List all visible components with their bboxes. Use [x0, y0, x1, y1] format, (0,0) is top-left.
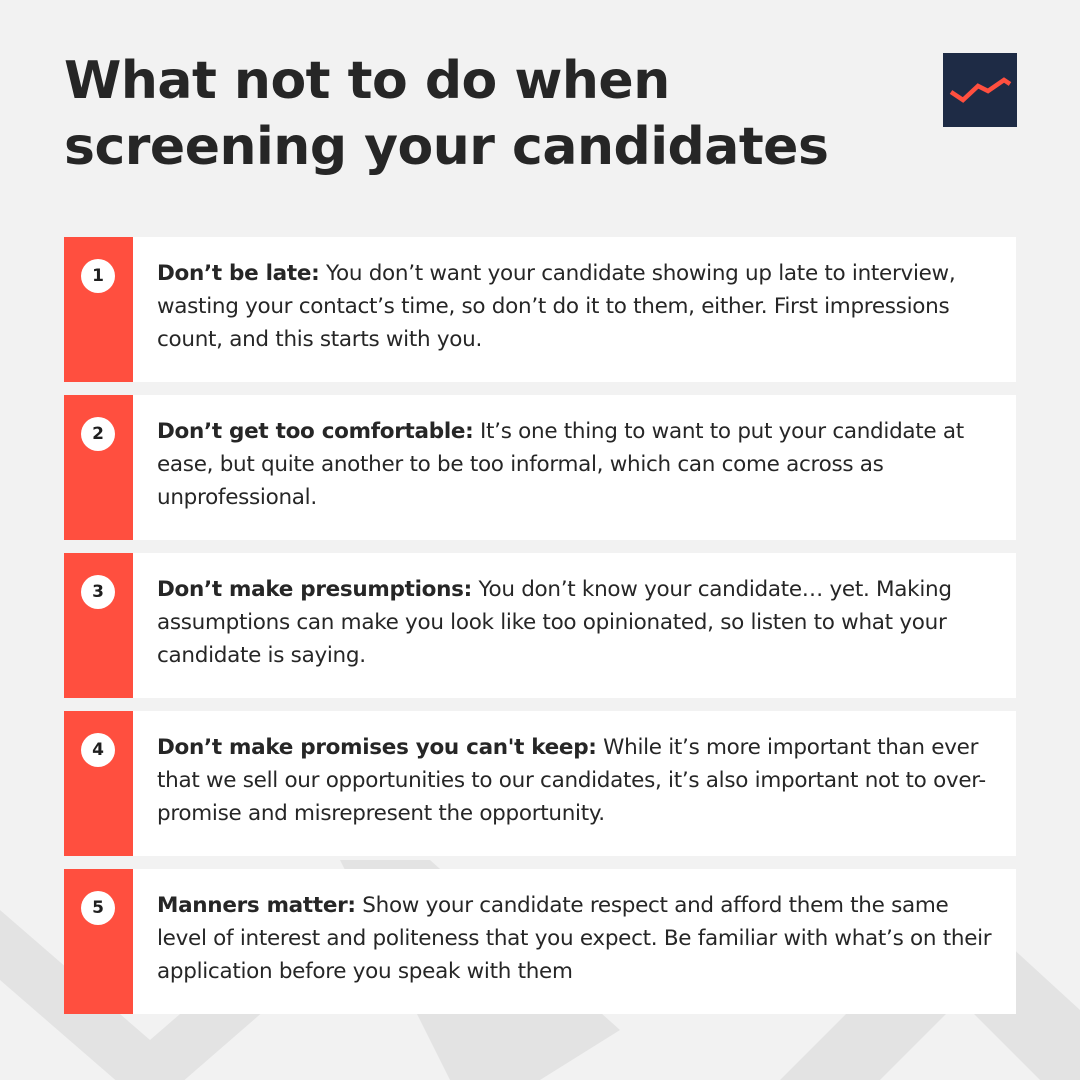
tip-accent-bar	[64, 553, 133, 698]
tip-text	[133, 711, 1016, 856]
chevron-check-logo-icon	[943, 53, 1017, 127]
tip-text	[133, 237, 1016, 382]
tip-body: It’s one thing to want to put your candidate at ease, but quite another to be too informal, which can come across as unprofessional.	[157, 419, 964, 510]
tips-list	[64, 237, 1016, 1014]
tip-number-badge: 1	[81, 259, 115, 293]
tip-heading: Don’t make presumptions:	[157, 577, 472, 602]
tip-heading: Don’t get too comfortable:	[157, 419, 474, 444]
tip-heading: Don’t be late:	[157, 261, 320, 286]
tip-body: While it’s more important than ever that we sell our opportunities to our candidates, it’s also important not to over-promise and misrepresent the opportunity.	[157, 735, 986, 826]
tip-card	[64, 711, 1016, 856]
tip-number-badge: 3	[81, 575, 115, 609]
tip-card	[64, 237, 1016, 382]
tip-heading: Don’t make promises you can't keep:	[157, 735, 597, 760]
tip-card	[64, 869, 1016, 1014]
brand-logo	[943, 53, 1017, 127]
tip-text	[133, 869, 1016, 1014]
tip-accent-bar	[64, 237, 133, 382]
tip-number-badge: 5	[81, 891, 115, 925]
tip-accent-bar	[64, 869, 133, 1014]
tip-body: You don’t know your candidate… yet. Making assumptions can make you look like too opinionated, so listen to what your candidate is saying.	[157, 577, 952, 668]
tip-card	[64, 395, 1016, 540]
tip-number-badge: 2	[81, 417, 115, 451]
tip-heading: Manners matter:	[157, 893, 356, 918]
tip-accent-bar	[64, 395, 133, 540]
tip-card	[64, 553, 1016, 698]
tip-text	[133, 395, 1016, 540]
tip-text	[133, 553, 1016, 698]
tip-body: You don’t want your candidate showing up late to interview, wasting your contact’s time, so don’t do it to them, either. First impressions count, and this starts with you.	[157, 261, 956, 352]
tip-accent-bar	[64, 711, 133, 856]
tip-body: Show your candidate respect and afford them the same level of interest and politeness that you expect. Be familiar with what’s on their application before you speak with them	[157, 893, 992, 984]
page-title: What not to do when screening your candidates	[64, 51, 829, 177]
tip-number-badge: 4	[81, 733, 115, 767]
